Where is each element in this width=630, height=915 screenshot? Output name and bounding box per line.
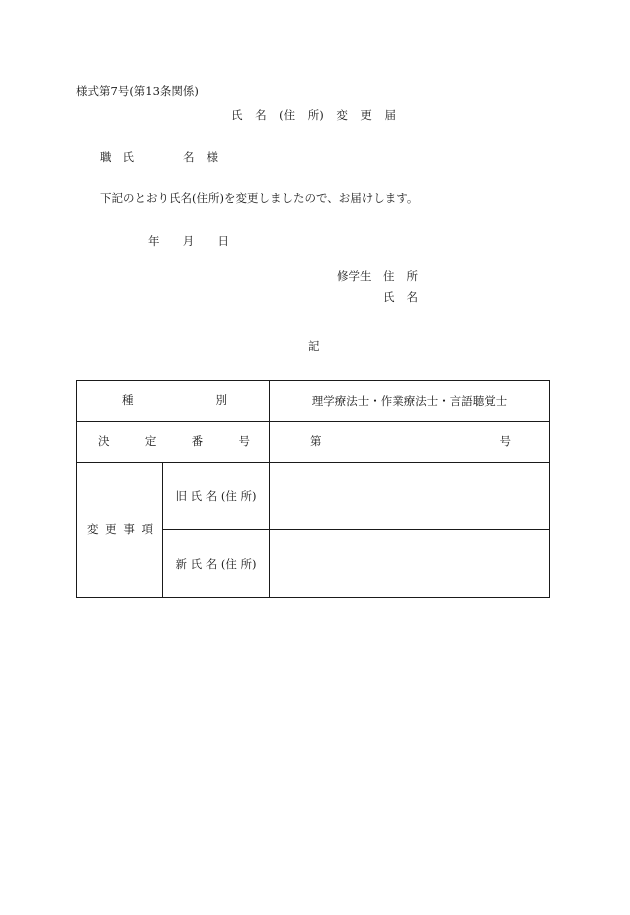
title-char: 氏 — [231, 108, 243, 122]
date-char: 月 — [182, 234, 195, 248]
table-row — [77, 463, 550, 530]
date-char: 年 — [148, 234, 160, 248]
applicant-char: 名 — [406, 290, 418, 304]
change-label-char: 更 — [105, 522, 117, 537]
title-char: 所) — [307, 108, 324, 122]
decision-label-char: 番 — [191, 434, 204, 449]
addressee-title — [100, 152, 134, 164]
type-label-char: 種 — [122, 393, 134, 408]
addressee-char: 名 — [183, 150, 195, 164]
new-name-label-cell — [163, 530, 270, 598]
title-char: 届 — [384, 108, 396, 122]
applicant-char: 氏 — [383, 290, 395, 304]
decision-value-char: 第 — [310, 434, 322, 449]
type-value-cell — [270, 381, 550, 422]
addressee-honorific — [183, 152, 218, 164]
old-name-label-cell — [163, 463, 270, 530]
decision-label-char: 定 — [144, 434, 157, 449]
applicant-char: 住 — [383, 269, 395, 283]
change-label-char: 項 — [141, 522, 153, 537]
ki-mark: 記 — [308, 339, 320, 353]
title-char: 更 — [360, 108, 372, 122]
form-number: 様式第7号(第13条関係) — [76, 84, 199, 98]
table-row — [77, 381, 550, 422]
type-value: 理学療法士・作業療法士・言語聴覚士 — [311, 394, 508, 408]
decision-value-cell[interactable] — [270, 422, 550, 463]
title-char: 変 — [336, 108, 348, 122]
change-label-char: 変 — [87, 522, 99, 537]
addressee-char: 氏 — [122, 150, 134, 164]
date-line — [148, 236, 229, 248]
applicant-char: 所 — [406, 269, 418, 283]
table-row — [77, 422, 550, 463]
applicant-label: 修学生 — [337, 269, 372, 283]
change-form-table — [76, 380, 550, 598]
type-label-char: 別 — [215, 393, 227, 408]
body-text: 下記のとおり氏名(住所)を変更しましたので、お届けします。 — [100, 191, 419, 205]
title-char: 名 — [255, 108, 267, 122]
decision-label-char: 号 — [238, 434, 250, 449]
date-char: 日 — [217, 234, 229, 248]
old-name-value-cell[interactable] — [270, 463, 550, 530]
decision-label-char: 決 — [98, 434, 110, 449]
applicant-address-label — [383, 271, 418, 283]
decision-value-char: 号 — [499, 434, 511, 449]
old-name-label: 旧 氏 名 (住 所) — [175, 489, 257, 503]
change-label-char: 事 — [123, 522, 135, 537]
decision-label-cell — [77, 422, 270, 463]
new-name-label: 新 氏 名 (住 所) — [175, 556, 257, 571]
addressee-char: 職 — [100, 150, 112, 164]
addressee-char: 様 — [206, 150, 218, 164]
document-title — [231, 110, 396, 122]
new-name-value-cell[interactable] — [270, 530, 550, 598]
type-label-cell — [77, 381, 270, 422]
applicant-name-label — [383, 292, 418, 304]
change-items-label-cell — [77, 463, 163, 598]
title-char: (住 — [279, 108, 296, 122]
